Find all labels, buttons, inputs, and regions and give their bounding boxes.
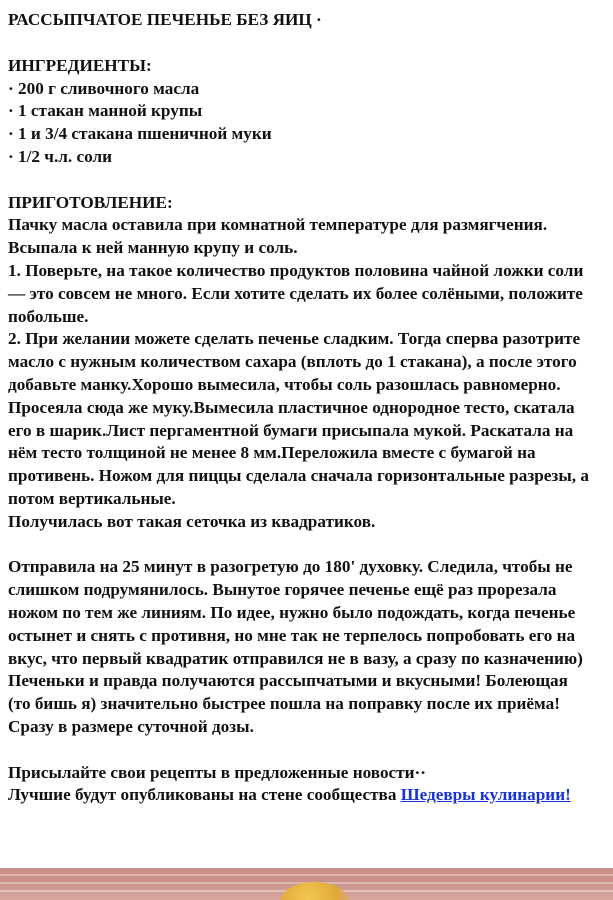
footer-invite: Присылайте свои рецепты в предложенные новости·· (8, 762, 426, 782)
preparation-paragraph: Получилась вот такая сеточка из квадратиков. (8, 511, 376, 531)
preparation-heading: ПРИГОТОВЛЕНИЕ: (8, 192, 173, 212)
baking-paragraph: Отправила на 25 минут в разогретую до 180' духовку. Следила, чтобы не слишком подрумянилось. Вынутое горячее печенье ещё раз прорезала ножом по тем же линиям. По идее, нужно было подождать, когда печенье остынет и снять с противня, но мне так не терпелось попробовать его на вкус, что первый квадратик отправился не в вазу, а сразу по казначению) Печеньки и правда получаются рассыпчатыми и вкусными! Болеющая (то бишь я) значительно быстрее пошла на поправку после их приёма! Сразу в размере суточной дозы. (8, 557, 583, 736)
ingredient-item: · 1/2 ч.л. соли (8, 146, 113, 166)
ingredients-list (8, 78, 593, 169)
preparation-paragraph: 2. При желании можете сделать печенье сладким. Тогда сперва разотрите масло с нужным количеством сахара (вплоть до 1 стакана), а после этого добавьте манку.Хорошо вымесила, чтобы соль разошлась равномерно. Просеяла сюда же муку.Вымесила пластичное однородное тесто, скатала его в шарик.Лист пергаментной бумаги присыпала мукой. Раскатала на нём тесто толщиной не менее 8 мм.Переложила вместе с бумагой на противень. Ножом для пиццы сделала сначала горизонтальные разрезы, а потом вертикальные. (8, 329, 589, 508)
preparation-paragraph: 1. Поверьте, на такое количество продуктов половина чайной ложки соли — это совсем не много. Если хотите сделать их более солёными, положите побольше. (8, 260, 584, 326)
footer-community-text: Лучшие будут опубликованы на стене сообщества (8, 785, 401, 805)
ingredient-item: · 1 и 3/4 стакана пшеничной муки (8, 124, 272, 144)
photo-cookie-highlight (280, 882, 350, 900)
preparation-steps (8, 214, 593, 533)
community-link[interactable]: Шедевры кулинарии! (400, 785, 571, 805)
ingredients-heading: ИНГРЕДИЕНТЫ: (8, 55, 152, 75)
recipe-photo[interactable] (0, 868, 613, 900)
footer-community (8, 784, 593, 807)
post-footer (8, 762, 593, 808)
preparation-paragraph: Пачку масла оставила при комнатной температуре для размягчения. Всыпала к ней манную крупу и соль. (8, 215, 548, 258)
ingredient-item: · 1 стакан манной крупы (8, 101, 203, 121)
ingredient-item: · 200 г сливочного масла (8, 78, 200, 98)
post-title: РАССЫПЧАТОЕ ПЕЧЕНЬЕ БЕЗ ЯИЦ · (8, 10, 322, 29)
photo-stripe (0, 874, 613, 876)
